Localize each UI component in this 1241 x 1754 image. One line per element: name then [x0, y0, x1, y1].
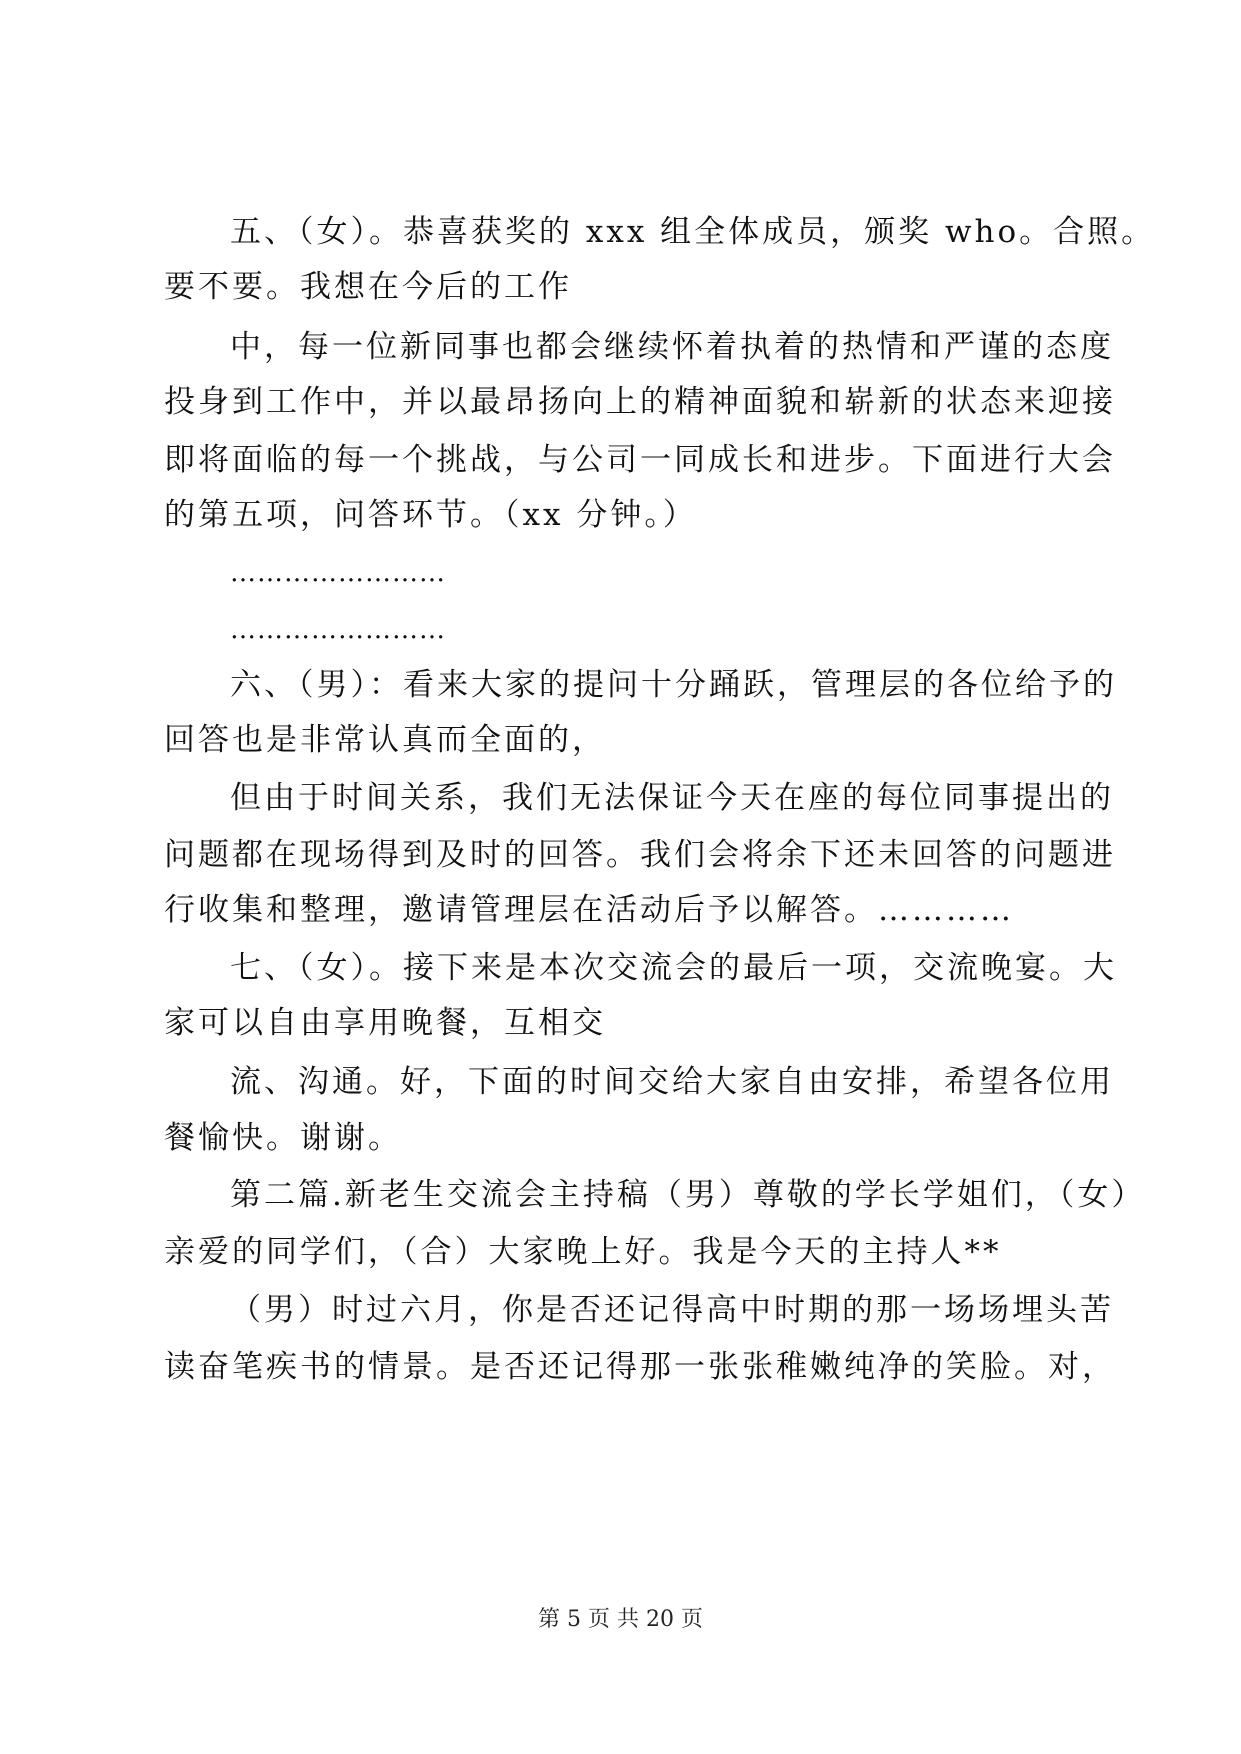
paragraph-line: 但由于时间关系，我们无法保证今天在座的每位同事提出的	[230, 780, 1114, 816]
paragraph-line: 流、沟通。好，下面的时间交给大家自由安排，希望各位用	[230, 1064, 1114, 1100]
paragraph-line: 中，每一位新同事也都会继续怀着执着的热情和严谨的态度	[230, 329, 1114, 365]
paragraph-line: 亲爱的同学们，（合）大家晚上好。我是今天的主持人**	[164, 1234, 1002, 1270]
paragraph-line: 投身到工作中，并以最昂扬向上的精神面貌和崭新的状态来迎接	[164, 384, 1116, 420]
paragraph-line: 餐愉快。谢谢。	[164, 1120, 402, 1156]
page-footer: 第 5 页 共 20 页	[538, 1607, 703, 1632]
paragraph-line: 第二篇.新老生交流会主持稿（男）尊敬的学长学姐们，（女）	[230, 1177, 1146, 1213]
paragraph-line: 读奋笔疾书的情景。是否还记得那一张张稚嫩纯净的笑脸。对，	[164, 1349, 1116, 1385]
paragraph-line: 五、（女）。恭喜获奖的 xxx 组全体成员，颁奖 who。合照。	[230, 214, 1156, 250]
paragraph-line: 要不要。我想在今后的工作	[164, 269, 572, 305]
paragraph-line: （男）时过六月，你是否还记得高中时期的那一场场埋头苦	[230, 1292, 1114, 1328]
ellipsis-line: ……………………	[230, 558, 446, 588]
paragraph-line: 行收集和整理，邀请管理层在活动后予以解答。…………	[164, 892, 1014, 928]
paragraph-line: 问题都在现场得到及时的回答。我们会将余下还未回答的问题进	[164, 837, 1116, 873]
ellipsis-line: ……………………	[230, 615, 446, 645]
paragraph-line: 七、（女）。接下来是本次交流会的最后一项，交流晚宴。大	[230, 950, 1117, 986]
paragraph-line: 的第五项，问答环节。（xx 分钟。）	[164, 497, 697, 533]
paragraph-line: 六、（男）：看来大家的提问十分踊跃，管理层的各位给予的	[230, 667, 1117, 703]
paragraph-line: 回答也是非常认真而全面的，	[164, 722, 606, 758]
paragraph-line: 即将面临的每一个挑战，与公司一同成长和进步。下面进行大会	[164, 442, 1116, 478]
paragraph-line: 家可以自由享用晚餐，互相交	[164, 1005, 606, 1041]
